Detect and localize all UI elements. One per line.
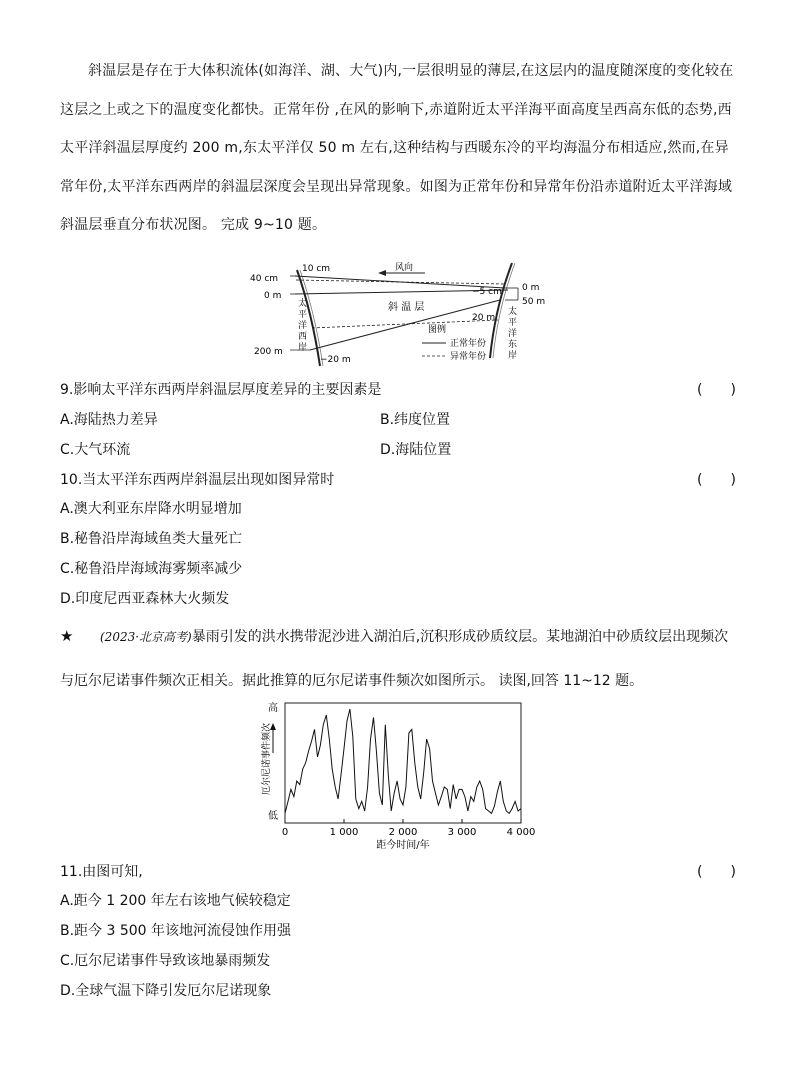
label-200m: 200 m bbox=[254, 347, 283, 357]
west-coast-char: 太 bbox=[298, 299, 308, 309]
q10-option-b[interactable]: B.秘鲁沿岸海域鱼类大量死亡 bbox=[60, 531, 243, 547]
label-50m: 50 m bbox=[522, 297, 546, 307]
legend-normal: 正常年份 bbox=[450, 339, 487, 349]
east-coast-char: 岸 bbox=[508, 351, 518, 361]
east-coast-char: 东 bbox=[508, 340, 518, 350]
ytick-low: 低 bbox=[268, 811, 278, 822]
q11-option-a[interactable]: A.距今 1 200 年左右该地气候较稳定 bbox=[60, 893, 291, 909]
east-coast-char: 太 bbox=[508, 307, 518, 317]
q9-option-c[interactable]: C.大气环流 bbox=[60, 442, 131, 458]
intro-paragraph: 斜温层是存在于大体积流体(如海洋、湖、大气)内,一层很明显的薄层,在这层内的温度随深度的变化较在这层之上或之下的温度变化都快。正常年份 ,在风的影响下,赤道附近太平洋海平面高度呈西高东低的态势,西太平洋斜温层厚度约 200 m,东太平洋仅 50 m 左右,这种结构与西暖东冷的平均海温分布相适应,然而,在异常年份,太平洋东西两岸的斜温层深度会呈现出异常现象。如图为正常年份和异常年份沿赤道附近太平洋海域斜温层垂直分布状况图。 完成 9~10 题。 bbox=[60, 63, 734, 233]
q9-option-b[interactable]: B.纬度位置 bbox=[380, 412, 451, 428]
thermocline-figure bbox=[250, 258, 560, 368]
q10-option-d[interactable]: D.印度尼西亚森林大火频发 bbox=[60, 591, 230, 607]
x-tick-label: 3 000 bbox=[447, 827, 477, 838]
west-coast-char: 洋 bbox=[298, 321, 308, 331]
q10-option-a[interactable]: A.澳大利亚东岸降水明显增加 bbox=[60, 501, 242, 517]
label-thermocline: 斜 温 层 bbox=[388, 302, 425, 313]
star-icon: ★ bbox=[60, 627, 74, 645]
west-coast-char: 平 bbox=[298, 310, 308, 320]
q11-option-c[interactable]: C.厄尔尼诺事件导致该地暴雨频发 bbox=[60, 953, 271, 969]
legend-title: 图例 bbox=[428, 325, 447, 335]
x-tick-label: 0 bbox=[281, 827, 289, 838]
east-coast-char: 平 bbox=[508, 318, 518, 328]
east-coast-char: 洋 bbox=[508, 329, 518, 339]
q11-option-d[interactable]: D.全球气温下降引发厄尔尼诺现象 bbox=[60, 983, 272, 999]
q9-option-a[interactable]: A.海陆热力差异 bbox=[60, 412, 158, 428]
x-axis-label: 距今时间/年 bbox=[376, 840, 430, 851]
label-left-0m: 0 m bbox=[264, 291, 282, 301]
y-axis-label: 厄尔尼诺事件频次 bbox=[262, 722, 272, 795]
source-tag: (2023·北京高考) bbox=[100, 630, 192, 644]
label-right-0m: 0 m bbox=[522, 283, 540, 293]
label-40cm: 40 cm bbox=[250, 274, 279, 284]
ytick-high: 高 bbox=[268, 703, 278, 714]
x-tick-label: 4 000 bbox=[506, 827, 536, 838]
star-section bbox=[60, 614, 740, 703]
label-wind: 风向 bbox=[395, 263, 414, 273]
label-10cm: 10 cm bbox=[302, 264, 331, 274]
q10-answer-bracket[interactable]: ( ) bbox=[697, 472, 736, 488]
elnino-series-line bbox=[285, 709, 521, 813]
west-coast-char: 岸 bbox=[298, 343, 308, 353]
x-tick-label: 2 000 bbox=[388, 827, 418, 838]
q11-option-b[interactable]: B.距今 3 500 年该地河流侵蚀作用强 bbox=[60, 923, 292, 939]
label-neg5cm: −5 cm bbox=[472, 287, 502, 297]
label-20m: 20 m bbox=[472, 313, 496, 323]
x-tick-label: 1 000 bbox=[329, 827, 359, 838]
q10-option-c[interactable]: C.秘鲁沿岸海域海雾频率减少 bbox=[60, 561, 243, 577]
star-section-text: 暴雨引发的洪水携带泥沙进入湖泊后,沉积形成砂质纹层。某地湖泊中砂质纹层出现频次与厄尔尼诺事件频次正相关。据此推算的厄尔尼诺事件频次如图所示。 读图,回答 11~12 题。 bbox=[60, 629, 729, 689]
west-coast-char: 西 bbox=[298, 332, 308, 342]
q11-stem: 11.由图可知, bbox=[60, 864, 143, 880]
elnino-frequency-chart bbox=[245, 695, 545, 855]
label-neg20m: −20 m bbox=[320, 355, 351, 365]
q9-option-d[interactable]: D.海陆位置 bbox=[380, 442, 452, 458]
legend-abnormal: 异常年份 bbox=[450, 352, 487, 362]
q10-stem: 10.当太平洋东西两岸斜温层出现如图异常时 bbox=[60, 472, 335, 488]
q11-answer-bracket[interactable]: ( ) bbox=[697, 864, 736, 880]
q9-stem: 9.影响太平洋东西两岸斜温层厚度差异的主要因素是 bbox=[60, 382, 382, 398]
q9-answer-bracket[interactable]: ( ) bbox=[697, 382, 736, 398]
